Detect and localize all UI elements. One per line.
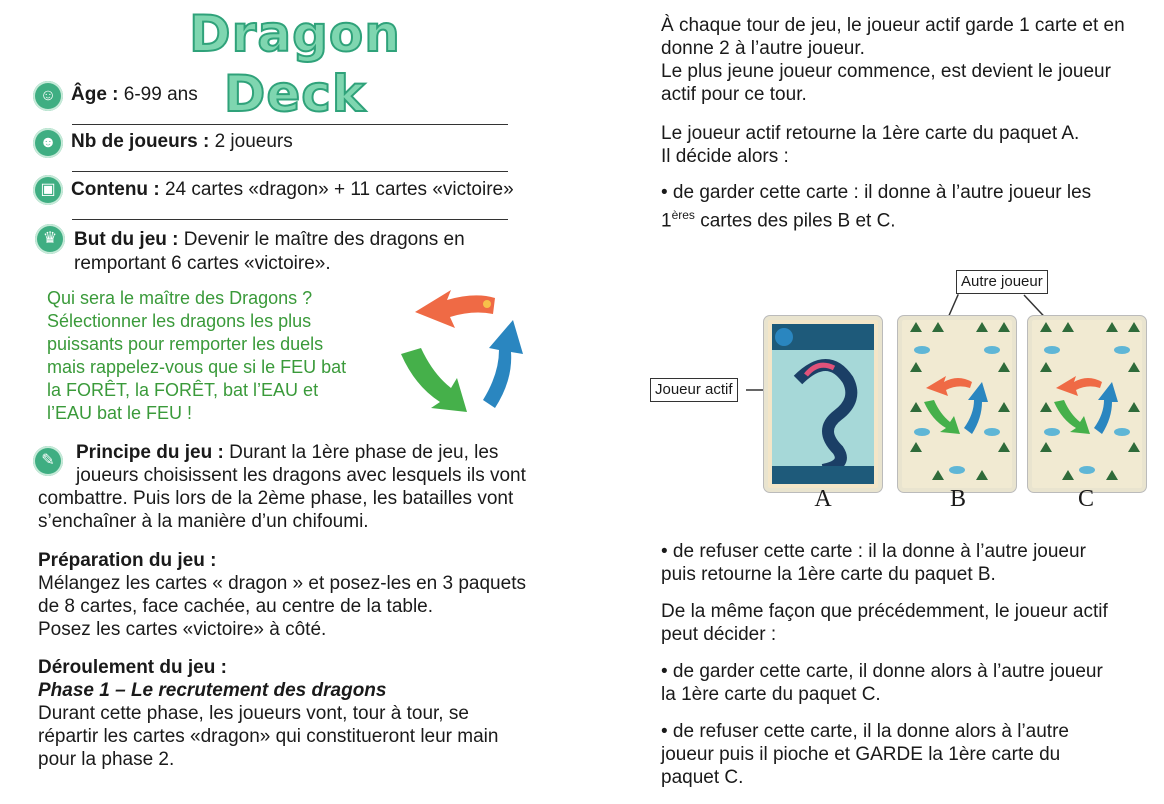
players-row xyxy=(71,130,293,154)
box-icon: ▣ xyxy=(33,175,63,205)
age-row xyxy=(71,83,198,107)
goal-label: But du jeu : xyxy=(74,229,179,250)
text-line: actif pour ce tour. xyxy=(661,84,807,105)
right-paragraph-2 xyxy=(661,122,1151,168)
deroulement-line: Durant cette phase, les joueurs vont, tour à tour, se xyxy=(38,703,469,724)
text-line: De la même façon que précédemment, le joueur actif xyxy=(661,601,1108,622)
right-paragraph-1 xyxy=(661,14,1151,106)
trophy-icon: ♛ xyxy=(35,224,65,254)
intro-line: Sélectionner les dragons les plus xyxy=(47,311,312,331)
text-line: peut décider : xyxy=(661,624,777,645)
text-line: À chaque tour de jeu, le joueur actif garde 1 carte et en xyxy=(661,15,1125,36)
superscript: ères xyxy=(671,208,695,222)
text-line: Le joueur actif retourne la 1ère carte du paquet A. xyxy=(661,123,1080,144)
age-value: 6-99 ans xyxy=(123,84,198,105)
goal-value-2: remportant 6 cartes «victoire». xyxy=(74,253,331,274)
principle-line: joueurs choisissent les dragons avec lesquels ils vont xyxy=(76,465,526,486)
right-paragraph-7 xyxy=(661,720,1151,789)
intro-line: la FORÊT, la FORÊT, bat l’EAU et xyxy=(47,380,319,400)
players-label: Nb de joueurs : xyxy=(71,131,210,152)
text-line: Le plus jeune joueur commence, est devient le joueur xyxy=(661,61,1111,82)
divider xyxy=(72,171,508,172)
face-icon: ☺ xyxy=(33,81,63,111)
intro-line: l’EAU bat le FEU ! xyxy=(47,403,193,423)
text-line: donne 2 à l’autre joueur. xyxy=(661,38,865,59)
divider xyxy=(72,124,508,125)
deroulement-line: répartir les cartes «dragon» qui constitueront leur main xyxy=(38,726,499,747)
card-b-back xyxy=(898,316,1016,492)
card-letter-c: C xyxy=(1077,486,1094,512)
preparation-line: Posez les cartes «victoire» à côté. xyxy=(38,619,327,640)
label-active-player: Joueur actif xyxy=(650,378,738,402)
deroulement-heading: Déroulement du jeu : xyxy=(38,657,227,678)
deroulement-line: pour la phase 2. xyxy=(38,749,175,770)
principle-line: s’enchaîner à la manière d’un chifoumi. xyxy=(38,511,369,532)
phase-heading: Phase 1 – Le recrutement des dragons xyxy=(38,680,387,701)
goal-value-1: Devenir le maître des dragons en xyxy=(183,229,465,250)
principle-label: Principe du jeu : xyxy=(76,442,224,463)
text-line: • de refuser cette carte : il la donne à l’autre joueur xyxy=(661,541,1086,562)
preparation-line: de 8 cartes, face cachée, au centre de la table. xyxy=(38,596,434,617)
label-other-player: Autre joueur xyxy=(956,270,1048,294)
principle-block xyxy=(38,441,548,533)
goal-row xyxy=(74,228,465,276)
text-line: • de garder cette carte, il donne alors à l’autre joueur xyxy=(661,661,1103,682)
card-letter-b: B xyxy=(949,486,966,512)
right-paragraph-3 xyxy=(661,181,1151,232)
preparation-heading: Préparation du jeu : xyxy=(38,550,217,571)
principle-line: combattre. Puis lors de la 2ème phase, les batailles vont xyxy=(38,488,514,509)
preparation-line: Mélangez les cartes « dragon » et posez-les en 3 paquets xyxy=(38,573,526,594)
players-value: 2 joueurs xyxy=(214,131,293,152)
contents-label: Contenu : xyxy=(71,179,160,200)
intro-line: Qui sera le maître des Dragons ? xyxy=(47,288,313,308)
text-line: joueur puis il pioche et GARDE la 1ère carte du xyxy=(661,744,1061,765)
contents-row xyxy=(71,178,514,202)
intro-line: mais rappelez-vous que si le FEU bat xyxy=(47,357,347,377)
text-fragment: 1 xyxy=(661,210,672,232)
element-cycle-arrows-icon xyxy=(395,290,545,415)
contents-value: 24 cartes «dragon» + 11 cartes «victoire» xyxy=(164,179,514,200)
preparation-block xyxy=(38,549,558,641)
card-c-back xyxy=(1028,316,1146,492)
right-paragraph-4 xyxy=(661,540,1151,586)
deroulement-block xyxy=(38,656,558,771)
text-line: • de garder cette carte : il donne à l’autre joueur les xyxy=(661,182,1092,203)
text-line: • de refuser cette carte, il la donne alors à l’autre xyxy=(661,721,1069,742)
players-icon: ☻ xyxy=(33,128,63,158)
divider xyxy=(72,219,508,220)
right-paragraph-6 xyxy=(661,660,1151,706)
right-paragraph-5 xyxy=(661,600,1151,646)
text-line xyxy=(661,204,1151,232)
card-a-dragon xyxy=(764,316,882,492)
note-icon: ✎ xyxy=(33,446,63,476)
intro-text xyxy=(47,287,346,425)
text-line: Il décide alors : xyxy=(661,146,789,167)
principle-line: Durant la 1ère phase de jeu, les xyxy=(229,442,499,463)
text-line: puis retourne la 1ère carte du paquet B. xyxy=(661,564,996,585)
text-line: paquet C. xyxy=(661,767,744,788)
text-fragment: cartes des piles B et C. xyxy=(694,210,896,232)
card-letter-a: A xyxy=(814,486,832,512)
intro-line: puissants pour remporter les duels xyxy=(47,334,324,354)
age-label: Âge : xyxy=(71,84,119,105)
text-line: la 1ère carte du paquet C. xyxy=(661,684,881,705)
page-title: Dragon Deck xyxy=(189,5,401,123)
